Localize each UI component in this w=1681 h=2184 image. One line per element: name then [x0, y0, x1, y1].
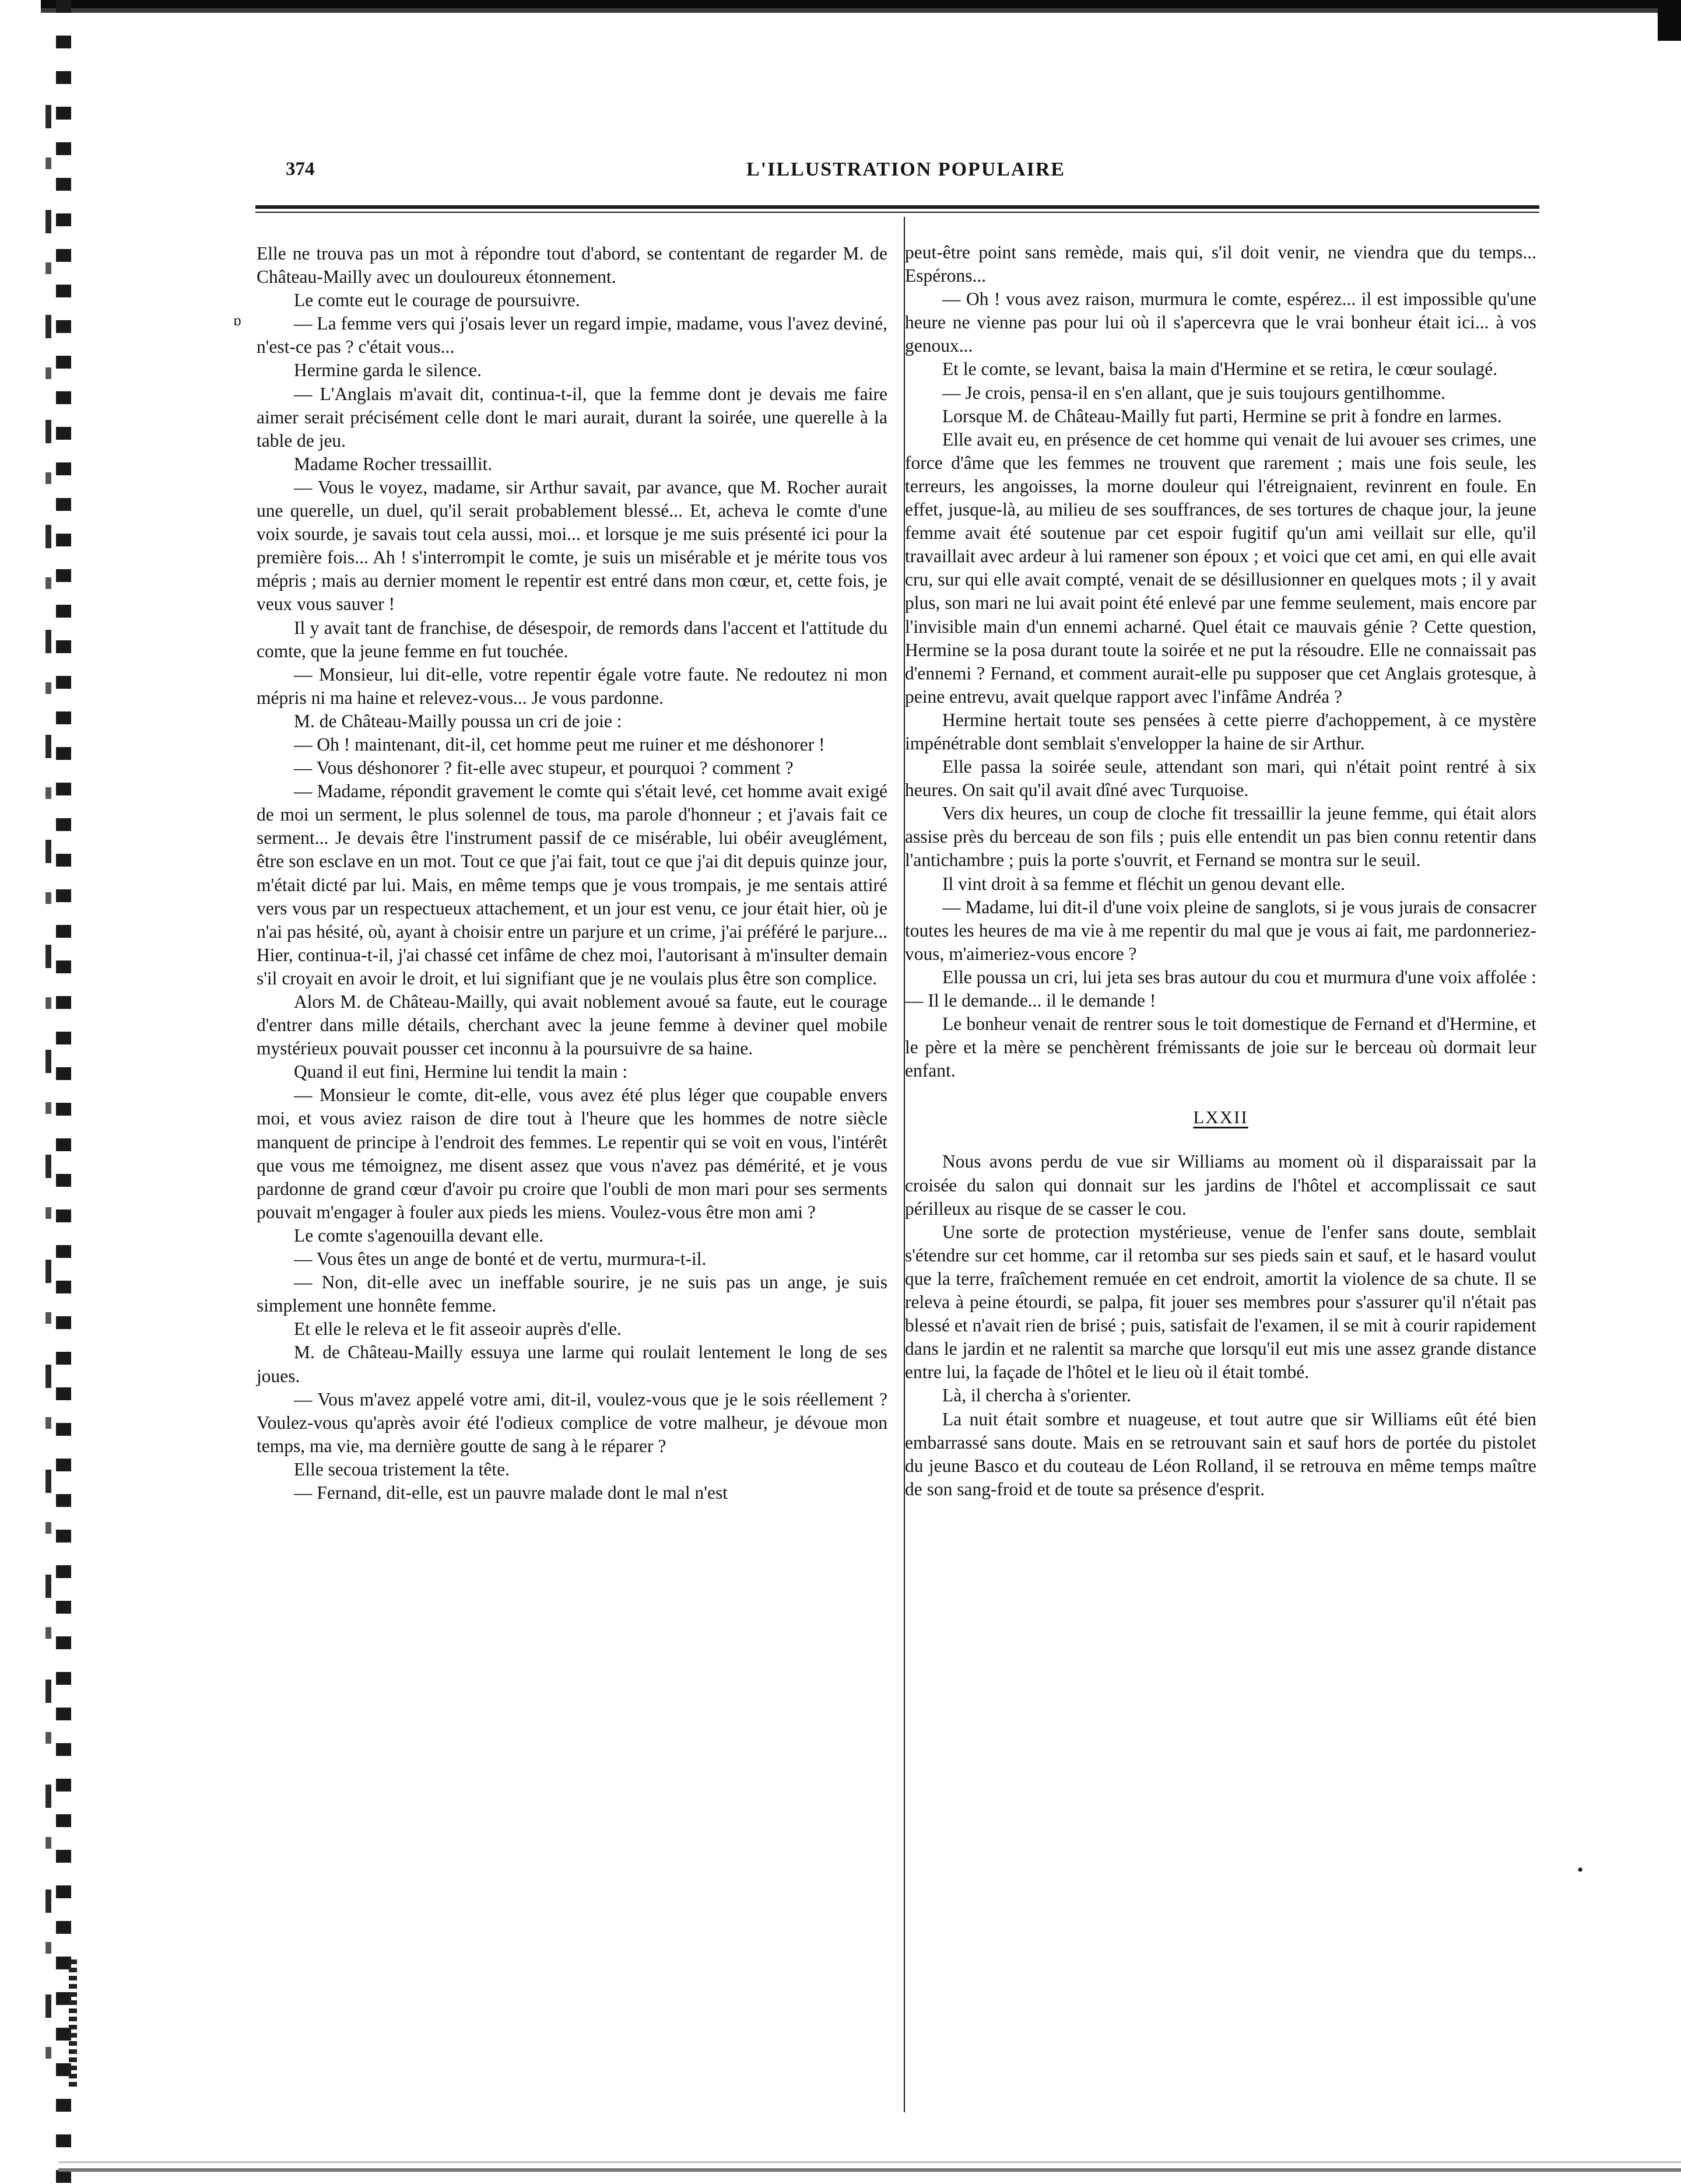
paragraph: Le comte s'agenouilla devant elle.	[294, 1225, 544, 1246]
paragraph: Une sorte de protection mystérieuse, venue de l'enfer sans doute, semblait s'étendre sur cet homme, car il retomba sur ses pieds sain et sauf, et le hasard voulut que la terre, fraîchement remuée en cet endroit, amortit la violence de sa chute. Il se releva à peine étourdi, se palpa, fit jouer ses membres pour s'assurer qu'il n'était pas blessé et n'avait rien de brisé ; puis, satisfait de l'examen, il se mit à courir rapidement dans le jardin et ne ralentit sa marche que lorsqu'il eut mis une assez grande distance entre lui, la façade de l'hôtel et le lieu où il était tombé.	[905, 1221, 1536, 1383]
paragraph: Hermine garda le silence.	[294, 360, 482, 381]
scan-bottom-edge	[58, 2158, 1681, 2184]
margin-mark: •	[1577, 1860, 1584, 1880]
paragraph: Elle poussa un cri, lui jeta ses bras autour du cou et murmura d'une voix affolée : — Il le demande... il le demande !	[905, 966, 1536, 1011]
paragraph: — Madame, répondit gravement le comte qui s'était levé, cet homme avait exigé de moi un serment, le plus solennel de tous, ma parole d'honneur ; et j'avais fait ce serment... Je devais être l'instrument passif de ce misérable, lui obéir aveuglément, être son esclave en un mot. Tout ce que j'ai fait, tout ce que j'ai dit depuis quinze jour, m'était dicté par lui. Mais, en même temps que je vous trompais, je me sentais attiré vers vous par un respectueux attachement, et un jour est venu, ce jour était hier, où je n'ai pas hésité, où, ayant à choisir entre un parjure et un crime, j'ai préféré le parjure... Hier, continua-t-il, j'ai chassé cet infâme de chez moi, l'autorisant à m'insulter demain s'il croyait en avoir le droit, et lui signifiant que je ne voulais plus être son complice.	[257, 781, 887, 988]
paragraph: Elle passa la soirée seule, attendant son mari, qui n'était point rentré à six heures. On sait qu'il avait dîné avec Turquoise.	[905, 756, 1536, 801]
paragraph: Hermine hertait toute ses pensées à cette pierre d'achoppement, à ce mystère impénétrable dont semblait s'envelopper la haine de sir Arthur.	[905, 709, 1536, 753]
header-rule-thick	[255, 205, 1539, 209]
paragraph: La nuit était sombre et nuageuse, et tout autre que sir Williams eût été bien embarrassé sans doute. Mais en se retrouvant sain et sauf hors de portée du pistolet du jeune Basco et du couteau de Léon Rolland, il se retrouva en même temps maître de son sang-froid et de toute sa présence d'esprit.	[905, 1408, 1536, 1499]
right-column	[905, 241, 1536, 1501]
scan-corner-shadow	[1658, 0, 1681, 41]
running-head: L'ILLUSTRATION POPULAIRE	[746, 159, 1066, 180]
chapter-heading: LXXII	[1193, 1107, 1248, 1128]
paragraph: Et le comte, se levant, baisa la main d'Hermine et se retira, le cœur soulagé.	[942, 359, 1498, 380]
margin-mark: ɒ	[233, 312, 241, 329]
paragraph: Vers dix heures, un coup de cloche fit tressaillir la jeune femme, qui était alors assise près du berceau de son fils ; puis elle entendit un pas bien connu retentir dans l'antichambre ; puis la porte s'ouvrit, et Fernand se montra sur le seuil.	[905, 803, 1536, 871]
page-number: 374	[286, 159, 315, 180]
header-rule-thin	[255, 212, 1539, 213]
paragraph: Nous avons perdu de vue sir Williams au moment où il disparaissait par la croisée du salon qui donnait sur les jardins de l'hôtel et accomplissait ce saut périlleux au risque de se casser le cou.	[905, 1151, 1536, 1219]
paragraph: peut-être point sans remède, mais qui, s'il doit venir, ne viendra que du temps... Espérons...	[905, 242, 1536, 286]
paragraph: Lorsque M. de Château-Mailly fut parti, Hermine se prit à fondre en larmes.	[942, 405, 1502, 426]
paragraph: — Monsieur le comte, dit-elle, vous avez été plus léger que coupable envers moi, et vous aviez raison de dire tout à l'heure que les hommes de notre siècle manquent de principe à l'endroit des femmes. Le repentir qui se voit en vous, l'intérêt que vous me témoignez, me disent assez que vous n'avez pas démérité, et je vous pardonne de grand cœur d'avoir pu croire que l'oubli de mon mari pour ses serments pouvait m'engager à fouler aux pieds les miens. Voulez-vous être mon ami ?	[257, 1085, 887, 1222]
paragraph: — Vous le voyez, madame, sir Arthur savait, par avance, que M. Rocher aurait une querelle, un duel, qu'il serait probablement blessé... Et, acheva le comte d'une voix sourde, je savais tout cela aussi, moi... et lorsque je me suis présenté ici pour la première fois... Ah ! s'interrompit le comte, je suis un misérable et je mérite tous vos mépris ; mais au dernier moment le repentir est entré dans mon cœur, et, cette fois, je veux vous sauver !	[257, 476, 887, 615]
paragraph: — Vous m'avez appelé votre ami, dit-il, voulez-vous que je le sois réellement ? Voulez-vous qu'après avoir été l'odieux complice de votre malheur, je dévoue mon temps, ma vie, ma dernière goutte de sang à le réparer ?	[257, 1389, 887, 1456]
paragraph: — Fernand, dit-elle, est un pauvre malade dont le mal n'est	[294, 1482, 728, 1503]
paragraph: — Je crois, pensa-il en s'en allant, que je suis toujours gentilhomme.	[942, 382, 1446, 403]
paragraph: Elle ne trouva pas un mot à répondre tout d'abord, se contentant de regarder M. de Château-Mailly avec un douloureux étonnement.	[257, 243, 887, 288]
paragraph: Alors M. de Château-Mailly, qui avait noblement avoué sa faute, eut le courage d'entrer dans mille détails, cherchant avec la jeune femme à deviner quel mobile mystérieux pouvait pousser cet inconnu à la poursuivre de sa haine.	[257, 991, 887, 1059]
paragraph: Madame Rocher tressaillit.	[294, 453, 493, 474]
paragraph: — Vous déshonorer ? fit-elle avec stupeur, et pourquoi ? comment ?	[294, 758, 794, 779]
paragraph: — Oh ! maintenant, dit-il, cet homme peut me ruiner et me déshonorer !	[294, 734, 825, 755]
binding-edge-lower	[69, 1959, 77, 2088]
paragraph: Elle avait eu, en présence de cet homme qui venait de lui avouer ses crimes, une force d'âme que les femmes ne trouvent que rarement ; mais une fois seule, les terreurs, les angoisses, la morne douleur qui l'étreignaient, revinrent en foule. En effet, jusque-là, au milieu de ses souffrances, de ses tortures de chaque jour, la jeune femme avait été soutenue par cet espoir fugitif qu'un ami veillait sur elle, qu'il travaillait avec ardeur à lui ramener son époux ; et voici que cet ami, en qui elle avait cru, sur qui elle avait compté, venait de se désillusionner en quelques mots ; il y avait plus, son mari ne lui avait point été enlevé par une femme seulement, mais encore par l'invisible main d'un ennemi acharné. Quel était ce mauvais génie ? Cette question, Hermine se la posa durant toute la soirée et ne put la résoudre. Elle ne connaissait pas d'ennemi ? Fernand, et comment aurait-elle pu supposer que cet Anglais grotesque, à peine entrevu, avait quelque rapport avec l'infâme Andréa ?	[905, 429, 1536, 707]
paragraph: — Madame, lui dit-il d'une voix pleine de sanglots, si je vous jurais de consacrer toutes les heures de ma vie à me repentir du mal que je vous ai fait, me pardonneriez-vous, m'aimeriez-vous encore ?	[905, 896, 1536, 964]
paragraph: Le comte eut le courage de poursuivre.	[294, 290, 580, 311]
paragraph: — Non, dit-elle avec un ineffable sourire, je ne suis pas un ange, je suis simplement une honnête femme.	[257, 1272, 887, 1316]
left-column	[257, 242, 887, 1505]
paragraph: Elle secoua tristement la tête.	[294, 1459, 510, 1480]
paragraph: — L'Anglais m'avait dit, continua-t-il, que la femme dont je devais me faire aimer serait précisément celle dont le mari aurait, durant la soirée, une querelle à la table de jeu.	[257, 383, 887, 451]
paragraph: — Monsieur, lui dit-elle, votre repentir égale votre faute. Ne redoutez ni mon mépris ni ma haine et relevez-vous... Je vous pardonne.	[257, 664, 887, 708]
paragraph: — La femme vers qui j'osais lever un regard impie, madame, vous l'avez deviné, n'est-ce pas ? c'était vous...	[257, 313, 887, 357]
scan-left-edge	[0, 0, 87, 2184]
paragraph: Et elle le releva et le fit asseoir auprès d'elle.	[294, 1319, 622, 1340]
paragraph: Il vint droit à sa femme et fléchit un genou devant elle.	[942, 873, 1346, 894]
paragraph: Là, il chercha à s'orienter.	[942, 1385, 1132, 1406]
paragraph: M. de Château-Mailly poussa un cri de joie :	[294, 710, 622, 731]
paragraph: Le bonheur venait de rentrer sous le toit domestique de Fernand et d'Hermine, et le père et la mère se penchèrent frémissants de joie sur le berceau où dormait leur enfant.	[905, 1014, 1536, 1081]
paragraph: Il y avait tant de franchise, de désespoir, de remords dans l'accent et l'attitude du comte, que la jeune femme en fut touchée.	[257, 617, 887, 661]
paragraph: M. de Château-Mailly essuya une larme qui roulait lentement le long de ses joues.	[257, 1342, 887, 1386]
binding-edge	[45, 105, 51, 2076]
paragraph: Quand il eut fini, Hermine lui tendit la main :	[294, 1061, 628, 1082]
paragraph: — Vous êtes un ange de bonté et de vertu, murmura-t-il.	[294, 1249, 707, 1270]
scan-top-border	[35, 0, 1681, 35]
paragraph: — Oh ! vous avez raison, murmura le comte, espérez... il est impossible qu'une heure ne vienne pas pour lui où il s'apercevra que le vrai bonheur était ici... à vos genoux...	[905, 289, 1536, 356]
page-header	[286, 159, 1533, 184]
